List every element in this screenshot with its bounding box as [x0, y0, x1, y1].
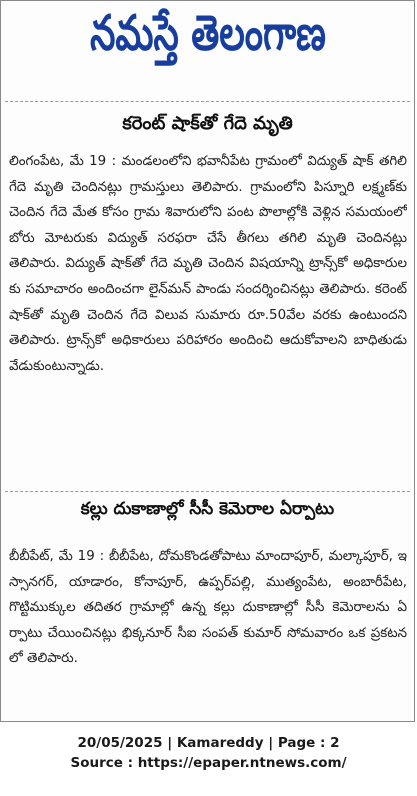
article-1-body: లింగంపేట, మే 19 : మండలంలోని భవానీపేట గ్రామంలో విద్యుత్ షాక్ తగిలి గేదె మృతి చెందినట్లు గ్రామస్తులు తెలిపారు. గ్రామంలోని పిస్నూరి లక్ష్మణ్‌కు చెందిన గేదె మేత కోసం గ్రామ శివారులోని పంట పొలాల్లోకి వెళ్లిన సమయంలో బోరు మోటరుకు విద్యుత్ సరఫరా చేసే తీగలు తగిలి మృతి చెందినట్లు తెలిపారు. విద్యుత్ షాక్‌తో గేదె మృతి చెందిన విషయాన్ని ట్రాన్స్‌కో అధికారులకు సమాచారం అందించగా లైన్‌మన్ పాండు సందర్శించినట్లు తెలిపారు. కరెంట్ షాక్‌తో మృతి చెందిన గేదె విలువ సుమారు రూ.50వేల వరకు ఉంటుందని తెలిపారు. ట్రాన్స్‌కో అధికారులు పరిహారం అందించి ఆదుకోవాలని బాధితుడు వేడుకుంటున్నాడు.	[9, 154, 407, 374]
article-2-body: బీబీపేట్, మే 19 : బీబీపేట, దోమకొండతోపాటు మాందాపూర్, మల్కాపూర్, ఇస్సానగర్, యాడారం, కోనాపూర్, ఉప్పర్‌పల్లి, ముత్యంపేట, అంబారీపేట, గొట్టిముక్కుల తదితర గ్రామాల్లో ఉన్న కల్లు దుకాణాల్లో సీసీ కెమెరాలను ఏర్పాటు చేయించినట్లు భిక్కనూర్ సీఐ సంపత్ కుమార్ సోమవారం ఒక ప్రకటనలో తెలిపారు.	[9, 549, 407, 667]
masthead	[7, 3, 409, 77]
masthead-title: నమస్తే తెలంగాణ	[90, 6, 326, 62]
footer-date-edition: 20/05/2025 | Kamareddy | Page : 2	[77, 735, 340, 751]
divider	[5, 101, 410, 102]
article-1-headline: కరెంట్ షాక్‌తో గేదె మృతి	[122, 113, 293, 134]
divider	[5, 491, 410, 492]
footer-source: Source : https://epaper.ntnews.com/	[70, 755, 347, 771]
article-2-headline: కల్లు దుకాణాల్లో సీసీ కెమెరాల ఏర్పాటు	[80, 499, 335, 519]
